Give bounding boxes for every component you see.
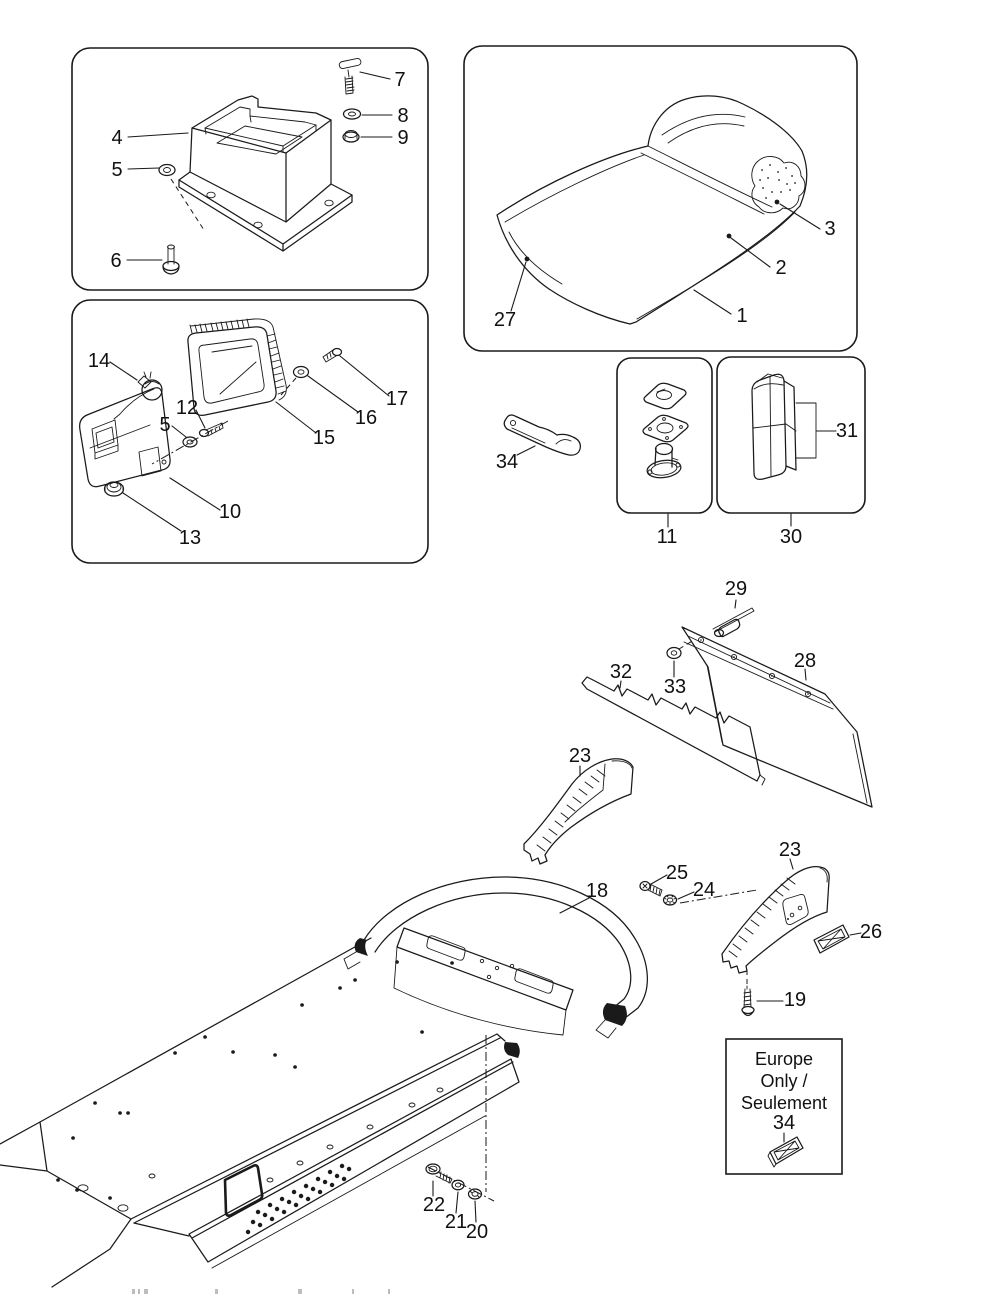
callout-23a: 23: [568, 745, 592, 767]
panel-storage-bag: [717, 357, 865, 548]
reflector-34-part: [768, 1137, 803, 1167]
callout-10: 10: [218, 501, 242, 523]
callout-17: 17: [385, 388, 409, 410]
callout-26: 26: [859, 921, 883, 943]
europe-only-box: [726, 1039, 842, 1174]
callout-19: 19: [783, 989, 807, 1011]
leader-lines: [620, 600, 806, 688]
screw-19-part: [742, 970, 806, 1016]
europe-line1: Europe: [754, 1049, 814, 1069]
luggage-rack-plate: [397, 928, 573, 1010]
callout-14: 14: [87, 350, 111, 372]
screw-25-part: [640, 862, 688, 896]
mud-flap-part: [682, 627, 872, 807]
washer-part: [667, 648, 681, 659]
callout-11: 11: [656, 526, 678, 548]
callout-2: 2: [775, 257, 787, 279]
cutoff-text-fragment: [132, 1289, 390, 1294]
callout-5a: 5: [111, 159, 123, 181]
callout-9: 9: [397, 127, 409, 149]
callout-15: 15: [312, 427, 336, 449]
europe-line2: Only /: [760, 1071, 808, 1091]
leader-lines: [517, 446, 535, 455]
seat-part: [497, 96, 807, 324]
rivet-part: [713, 608, 754, 637]
callout-3: 3: [824, 218, 836, 240]
callout-30: 30: [779, 526, 803, 548]
side-plate: [225, 1165, 262, 1215]
storage-bag-part: [752, 374, 796, 479]
storage-box-part: [179, 96, 352, 251]
leader-lines: [110, 356, 389, 531]
callout-4: 4: [111, 127, 123, 149]
gasket-part: [644, 383, 686, 409]
leader-lines: [127, 72, 392, 260]
panel-taillight: [72, 300, 428, 563]
callout-13: 13: [178, 527, 202, 549]
callout-34b: 34: [772, 1112, 796, 1134]
callout-22: 22: [422, 1194, 446, 1216]
panel-latch-kit: [617, 358, 712, 548]
spanner-wrench-part: [496, 415, 580, 473]
t-handle-screw-part: [339, 58, 362, 94]
leader-lines: [651, 875, 667, 884]
callout-28: 28: [793, 650, 817, 672]
callout-7: 7: [394, 69, 406, 91]
flange-nut-part: [105, 482, 124, 496]
callout-dot: [525, 257, 530, 262]
callout-12: 12: [175, 397, 199, 419]
rear-bumper-part: [344, 877, 647, 1038]
stipple-texture: [760, 165, 795, 201]
screw-part-upper: [323, 349, 342, 363]
leader-lines: [511, 204, 820, 314]
assembly-axis: [680, 890, 757, 903]
callout-5b: 5: [159, 414, 171, 436]
rivet-holes: [58, 962, 452, 1198]
bracket-31: [796, 403, 816, 458]
washer-part: [344, 109, 361, 119]
latch-pin-part: [646, 444, 682, 480]
callout-29: 29: [724, 578, 748, 600]
bolt-part: [163, 245, 179, 274]
grip-left-part: [524, 745, 633, 864]
callout-21: 21: [444, 1211, 468, 1233]
callout-23b: 23: [778, 839, 802, 861]
leader-lines: [560, 898, 589, 913]
leader-lines: [791, 431, 836, 526]
callout-18: 18: [585, 880, 609, 902]
flat-washer-part: [183, 437, 197, 447]
assembly-axis: [171, 179, 204, 230]
callout-16: 16: [354, 407, 378, 429]
callout-24: 24: [692, 879, 716, 901]
callout-31: 31: [835, 420, 859, 442]
callout-20: 20: [465, 1221, 489, 1243]
latch-plate-part: [643, 415, 688, 442]
callout-6: 6: [110, 250, 122, 272]
panel-storage-box: [72, 48, 428, 290]
bulb-part: [138, 372, 162, 400]
grip-right-part: [722, 839, 829, 973]
callout-dot: [775, 200, 780, 205]
callout-8: 8: [397, 105, 409, 127]
reflector-26-part: [814, 921, 882, 953]
panel-border: [72, 48, 428, 290]
leader-lines: [678, 892, 694, 899]
assembly-axis: [428, 1035, 494, 1201]
panel-seat: [464, 46, 857, 351]
callout-1: 1: [736, 305, 748, 327]
europe-line3: Seulement: [740, 1093, 828, 1113]
taillight-housing-part: [80, 388, 170, 487]
lens-ribs: [190, 319, 286, 394]
callout-25: 25: [665, 862, 689, 884]
mud-flap-assembly: [582, 578, 872, 807]
grip-ribs: [537, 770, 605, 851]
taillight-lens-part: [188, 319, 286, 415]
callout-32: 32: [609, 661, 633, 683]
callout-27: 27: [493, 309, 517, 331]
nut-part: [343, 131, 359, 143]
flat-washer-part: [159, 165, 175, 176]
callout-33: 33: [663, 676, 687, 698]
tunnel-part: [0, 928, 573, 1287]
bolt-22-part: [426, 1164, 452, 1183]
washer-part-upper: [294, 367, 309, 378]
panel-border: [617, 358, 712, 513]
callout-34a: 34: [495, 451, 519, 473]
